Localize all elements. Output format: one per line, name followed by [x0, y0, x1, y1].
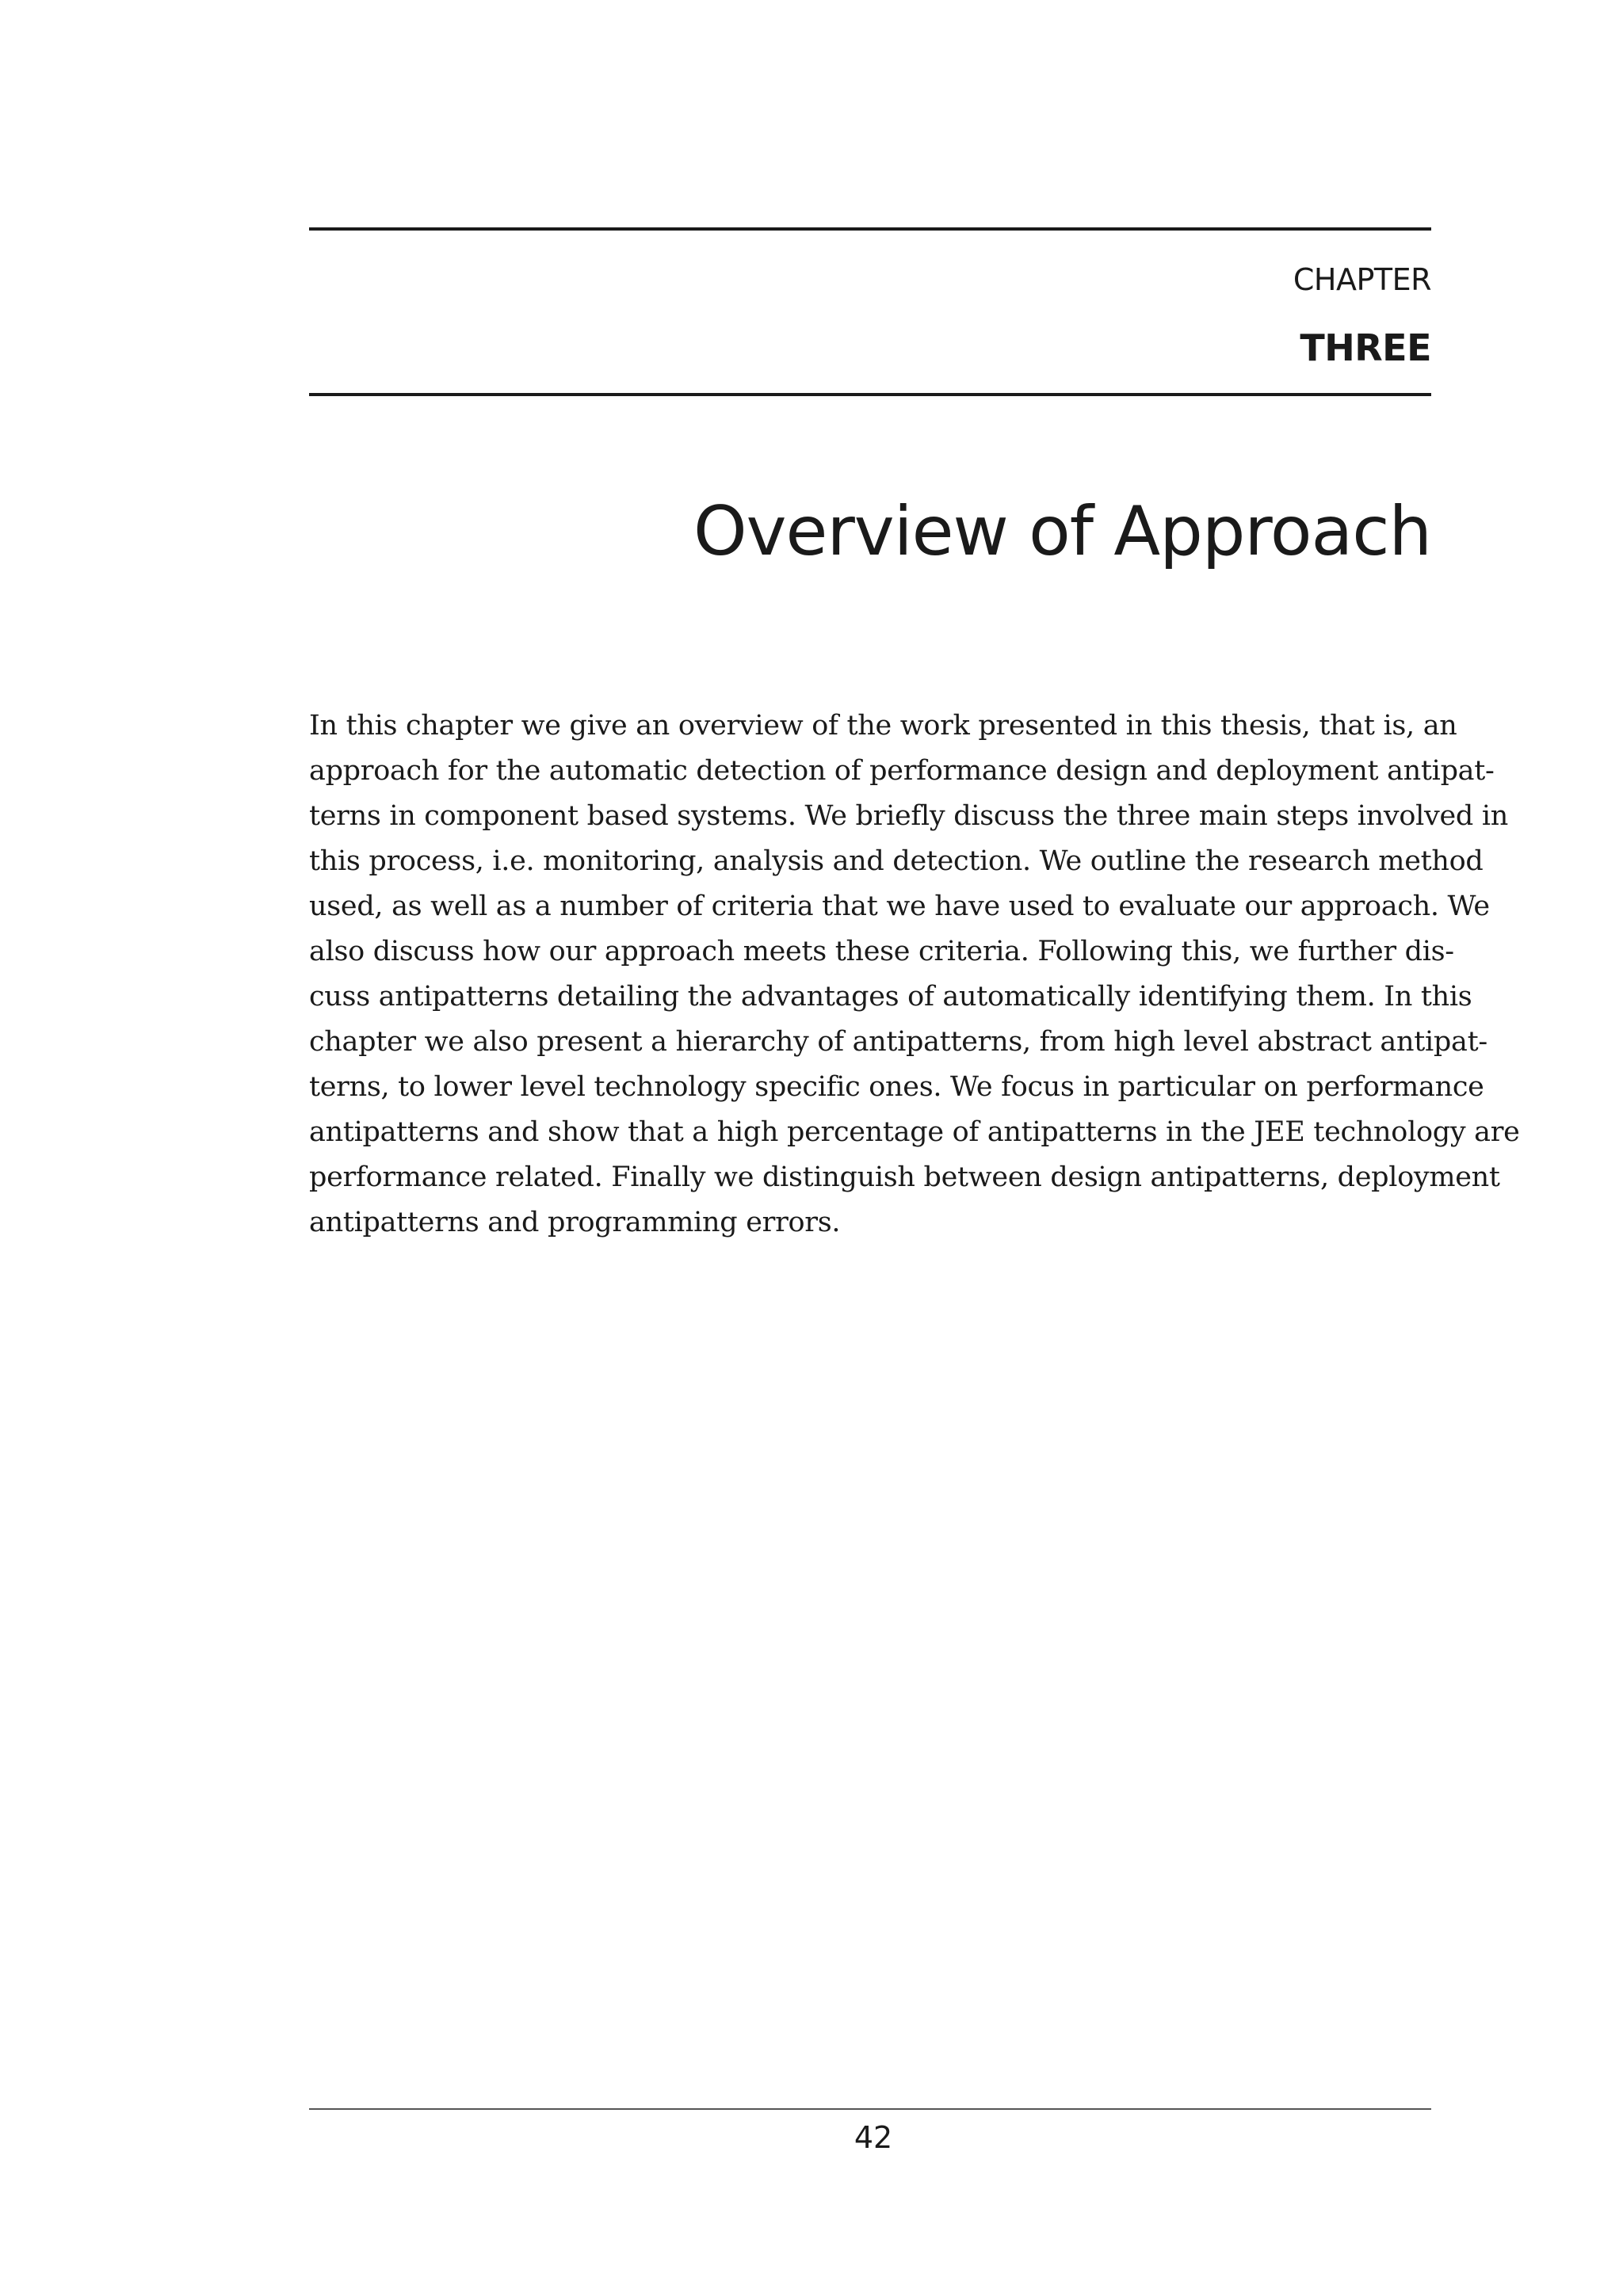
paragraph-line: cuss antipatterns detailing the advantages of automatically identifying them. In this: [309, 981, 1472, 1013]
paragraph-line: antipatterns and programming errors.: [309, 1207, 841, 1238]
paragraph-line: In this chapter we give an overview of the work presented in this thesis, that is, an: [309, 710, 1457, 742]
paragraph-line: antipatterns and show that a high percentage of antipatterns in the JEE technology are: [309, 1116, 1520, 1148]
paragraph-line: terns, to lower level technology specific ones. We focus in particular on performance: [309, 1071, 1484, 1103]
paragraph-line: terns in component based systems. We briefly discuss the three main steps involved in: [309, 800, 1508, 832]
paragraph-line: performance related. Finally we distinguish between design antipatterns, deployment: [309, 1161, 1500, 1193]
page-number: 42: [854, 2120, 893, 2155]
chapter-number: THREE: [1300, 326, 1431, 369]
paragraph-line: this process, i.e. monitoring, analysis and detection. We outline the research method: [309, 845, 1484, 877]
chapter-top-rule: [309, 227, 1431, 231]
footer-rule: [309, 2108, 1431, 2110]
paragraph-line: chapter we also present a hierarchy of antipatterns, from high level abstract antipat-: [309, 1026, 1487, 1058]
body-paragraph: [309, 704, 1520, 1245]
chapter-label: CHAPTER: [1293, 262, 1431, 297]
paragraph-line: also discuss how our approach meets these criteria. Following this, we further dis-: [309, 936, 1454, 967]
paragraph-line: approach for the automatic detection of performance design and deployment antipat-: [309, 755, 1495, 787]
paragraph-line: used, as well as a number of criteria that we have used to evaluate our approach. We: [309, 891, 1490, 922]
chapter-bottom-rule: [309, 393, 1431, 396]
chapter-title: Overview of Approach: [693, 492, 1431, 571]
